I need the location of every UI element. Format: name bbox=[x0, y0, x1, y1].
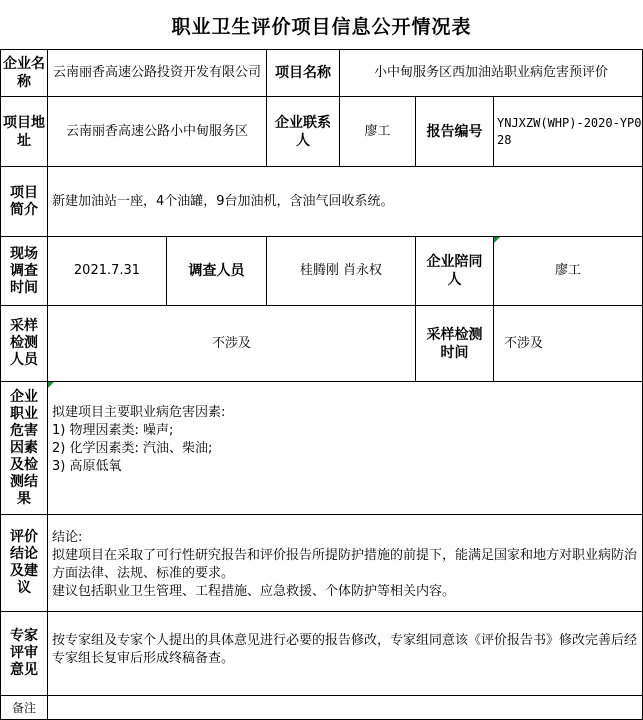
hazard-line: 拟建项目主要职业病危害因素: bbox=[52, 405, 226, 420]
project-summary-label: 项目简介 bbox=[0, 166, 48, 237]
companion-value: 廖工 bbox=[493, 236, 643, 306]
contact-person-value: 廖工 bbox=[339, 96, 416, 167]
hazard-line: 1) 物理因素类: 噪声; bbox=[52, 423, 174, 438]
hazard-factors-label: 企业职业危害因素及检测结果 bbox=[0, 381, 48, 515]
report-number-label: 报告编号 bbox=[415, 96, 494, 167]
project-name-value: 小中甸服务区西加油站职业病危害预评价 bbox=[339, 49, 643, 97]
sample-time-label: 采样检测时间 bbox=[415, 305, 494, 382]
enterprise-name-label: 企业名称 bbox=[0, 49, 48, 97]
sampler-label: 采样检测人员 bbox=[0, 305, 48, 382]
conclusion-line: 结论: bbox=[52, 530, 83, 545]
conclusion-line: 拟建项目在采取了可行性研究报告和评价报告所提防护措施的前提下，能满足国家和地方对职业病防治方面法律、法规、标准的要求。 bbox=[52, 548, 638, 581]
note-value bbox=[47, 695, 643, 720]
survey-time-value: 2021.7.31 bbox=[47, 236, 167, 306]
hazard-line: 2) 化学因素类: 汽油、柴油; bbox=[52, 441, 213, 456]
report-number-value: YNJXZW(WHP)-2020-YP028 bbox=[493, 96, 643, 167]
conclusion-value bbox=[47, 514, 643, 612]
project-name-label: 项目名称 bbox=[266, 49, 340, 97]
comment-marker-icon bbox=[48, 382, 54, 388]
page-title: 职业卫生评价项目信息公开情况表 bbox=[171, 15, 472, 38]
hazard-factors-value bbox=[47, 381, 643, 515]
hazard-line: 3) 高原低氧 bbox=[52, 459, 122, 474]
surveyor-label: 调查人员 bbox=[166, 236, 267, 306]
project-summary-value: 新建加油站一座，4个油罐，9台加油机，含油气回收系统。 bbox=[47, 166, 643, 237]
project-address-label: 项目地址 bbox=[0, 96, 48, 167]
survey-time-label: 现场调查时间 bbox=[0, 236, 48, 306]
project-address-value: 云南丽香高速公路小中甸服务区 bbox=[47, 96, 267, 167]
contact-person-label: 企业联系人 bbox=[266, 96, 340, 167]
conclusion-label: 评价结论及建议 bbox=[0, 514, 48, 612]
sampler-value: 不涉及 bbox=[47, 305, 416, 382]
expert-review-label: 专家评审意见 bbox=[0, 611, 48, 696]
sample-time-value: 不涉及 bbox=[493, 305, 643, 382]
conclusion-line: 建议包括职业卫生管理、工程措施、应急救援、个体防护等相关内容。 bbox=[52, 584, 456, 599]
expert-review-value: 按专家组及专家个人提出的具体意见进行必要的报告修改，专家组同意该《评价报告书》修改完善后经专家组长复审后形成终稿备查。 bbox=[47, 611, 643, 696]
note-label: 备注 bbox=[0, 695, 48, 720]
comment-marker-icon bbox=[494, 237, 500, 243]
surveyor-value: 桂腾刚 肖永权 bbox=[266, 236, 416, 306]
enterprise-name-value: 云南丽香高速公路投资开发有限公司 bbox=[47, 49, 267, 97]
companion-label: 企业陪同人 bbox=[415, 236, 494, 306]
